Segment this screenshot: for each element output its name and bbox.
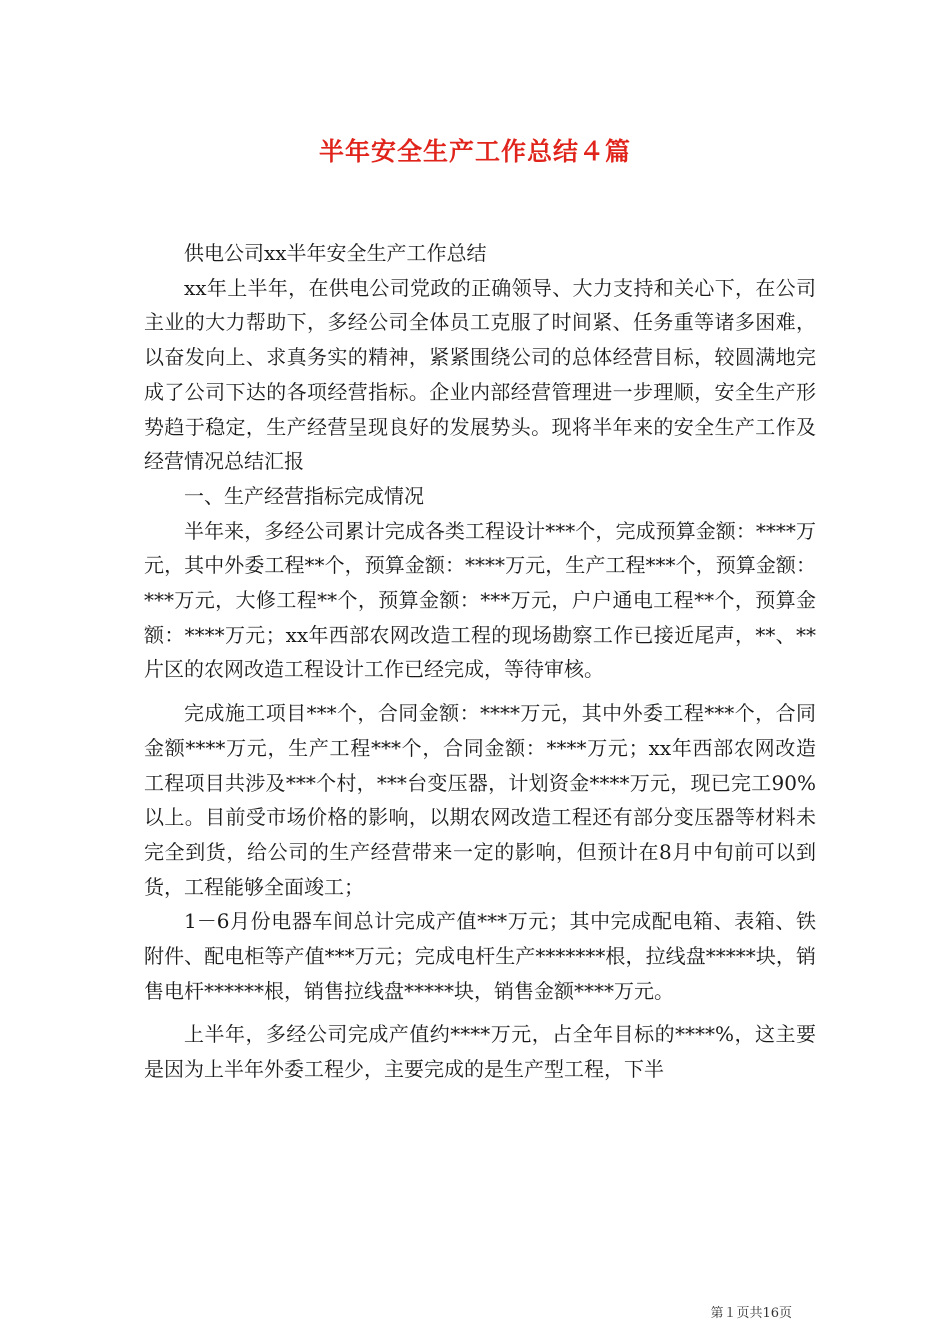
- document-title: 半年安全生产工作总结４篇: [318, 137, 631, 166]
- section-heading: 一、生产经营指标完成情况: [184, 483, 424, 508]
- document-body: [144, 236, 816, 1087]
- paragraph-intro: xx年上半年，在供电公司党政的正确领导、大力支持和关心下，在公司主业的大力帮助下，多经公司全体员工克服了时间紧、任务重等诸多困难，以奋发向上、求真务实的精神，紧紧围绕公司的总体经营目标，较圆满地完成了公司下达的各项经营指标。企业内部经营管理进一步理顺，安全生产形势趋于稳定，生产经营呈现良好的发展势头。现将半年来的安全生产工作及经营情况总结汇报: [144, 275, 816, 474]
- page-number: 第１页共16页: [710, 1306, 792, 1321]
- paragraph-construction: 完成施工项目***个，合同金额：****万元，其中外委工程***个，合同金额****万元，生产工程***个，合同金额：****万元；xx年西部农网改造工程项目共涉及***个村，***台变压器，计划资金****万元，现已完工90%以上。目前受市场价格的影响，以期农网改造工程还有部分变压器等材料未完全到货，给公司的生产经营带来一定的影响，但预计在8月中旬前可以到货，工程能够全面竣工；: [144, 701, 816, 899]
- paragraph-subtitle: 供电公司xx半年安全生产工作总结: [184, 241, 487, 265]
- paragraph-design: 半年来，多经公司累计完成各类工程设计***个，完成预算金额：****万元，其中外委工程**个，预算金额：****万元，生产工程***个，预算金额：***万元，大修工程**个，预算金额：***万元，户户通电工程**个，预算金额：****万元；xx年西部农网改造工程的现场勘察工作已接近尾声，**、**片区的农网改造工程设计工作已经完成，等待审核。: [144, 518, 816, 682]
- paragraph-workshop: 1－6月份电器车间总计完成产值***万元；其中完成配电箱、表箱、铁附件、配电柜等产值***万元；完成电杆生产*******根，拉线盘*****块，销售电杆******根，销售拉线盘*****块，销售金额****万元。: [144, 909, 816, 1003]
- paragraph-output: 上半年，多经公司完成产值约****万元，占全年目标的****%，这主要是因为上半年外委工程少，主要完成的是生产型工程，下半: [144, 1022, 816, 1082]
